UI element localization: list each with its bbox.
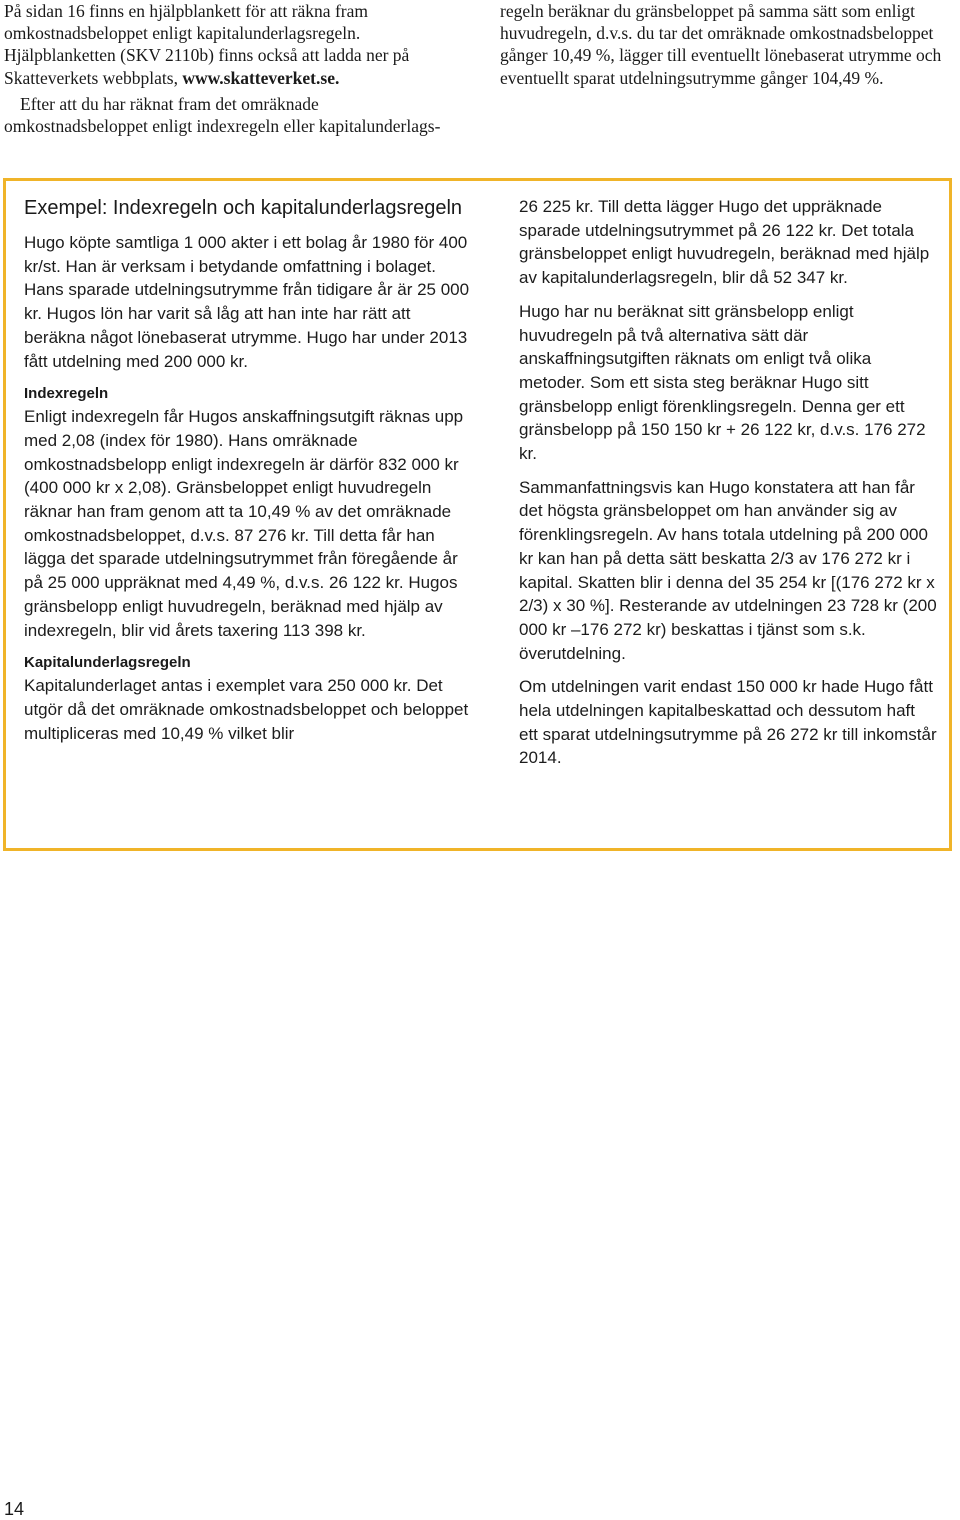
example-box: [3, 178, 952, 851]
example-right-paragraph-1: 26 225 kr. Till detta lägger Hugo det uppräknade sparade utdelningsutrymmet på 26 122 kr. Det totala gränsbeloppet enligt huvudregeln, beräknad med hjälp av kapitalunderlagsregeln, blir då 52 347 kr.: [519, 197, 930, 288]
example-right-column: [519, 195, 937, 780]
intro-paragraph-3: regeln beräknar du gränsbeloppet på samma sätt som enligt huvudregeln, d.v.s. du tar det omräknade omkostnadsbeloppet gånger 10,49 %, lägger till eventuellt lönebaserat utrymme och eventuellt sparat utdelningsutrymme gånger 104,49 %.: [500, 1, 942, 88]
intro-right-column: [500, 0, 950, 89]
intro-paragraph-1-text: På sidan 16 finns en hjälpblankett för att räkna fram omkostnadsbeloppet enligt kapitalunderlagsregeln. Hjälpblanketten (SKV 2110b) finns också att ladda ner på Skatteverkets webbplats,: [4, 1, 410, 88]
indexregeln-heading: Indexregeln: [24, 385, 109, 403]
intro-paragraph-1: [4, 0, 456, 89]
example-title: Exempel: Indexregeln och kapitalunderlagsregeln: [24, 197, 463, 219]
example-right-paragraph-4: Om utdelningen varit endast 150 000 kr hade Hugo fått hela utdelningen kapitalbeskattad och dessutom haft ett sparat utdelningsutrymme på 26 272 kr till inkomstår 2014.: [519, 677, 937, 768]
example-right-paragraph-3: Sammanfattningsvis kan Hugo konstatera att han får det högsta gränsbeloppet om han använder sig av förenklingsregeln. Av hans totala utdelning på 200 000 kr kan han på detta sätt beskatta 2/3 av 176 272 kr i kapital. Skatten blir i denna del 35 254 kr [(176 272 kr x 2/3) x 30 %]. Resterande av utdelningen 23 728 kr (200 000 kr –176 272 kr) beskattas i tjänst som s.k. överutdelning.: [519, 477, 937, 663]
indexregeln-paragraph: Enligt indexregeln får Hugos anskaffningsutgift räknas upp med 2,08 (index för 1980). Hans omräknade omkostnadsbelopp enligt indexregeln är därför 832 000 kr (400 000 kr x 2,08). Gränsbeloppet enligt huvudregeln räknar han fram genom att ta 10,49 % av det omräknade omkostnadsbeloppet, d.v.s. 87 276 kr. Till detta får han lägga det sparade utdelningsutrymmet från föregående år på 25 000 uppräknat med 4,49 %, d.v.s. 26 122 kr. Hugos gränsbelopp enligt huvudregeln, beräknad med hjälp av indexregeln, blir vid årets taxering 113 398 kr.: [24, 407, 464, 640]
intro-left-column: [4, 0, 456, 137]
example-intro-paragraph: Hugo köpte samtliga 1 000 akter i ett bolag år 1980 för 400 kr/st. Han är verksam i betydande omfattning i bolaget. Hans sparade utdelningsutrymme från tidigare år är 25 000 kr. Hugos lön har varit så låg att han inte har rätt att beräkna något lönebaserat utrymme. Hugo har under 2013 fått utdelning med 200 000 kr.: [24, 233, 470, 371]
example-right-paragraph-2: Hugo har nu beräknat sitt gränsbelopp enligt huvudregeln på två alternativa sätt där anskaffningsutgiften räknats om enligt två olika metoder. Som ett sista steg beräknar Hugo sitt gränsbelopp enligt förenklingsregeln. Denna ger ett gränsbelopp på 150 150 kr + 26 122 kr, d.v.s. 176 272 kr.: [519, 301, 926, 464]
kapitalunderlagsregeln-paragraph: Kapitalunderlaget antas i exemplet vara 250 000 kr. Det utgör då det omräknade omkostnadsbeloppet och beloppet multipliceras med 10,49 % vilket blir: [24, 676, 469, 743]
page-number: 14: [4, 1499, 25, 1519]
skatteverket-link[interactable]: www.skatteverket.se.: [182, 67, 340, 88]
kapitalunderlagsregeln-heading: Kapitalunderlagsregeln: [24, 654, 191, 672]
intro-paragraph-2: Efter att du har räknat fram det omräknade omkostnadsbeloppet enligt indexregeln eller kapitalunderlags-: [4, 93, 441, 137]
example-left-column: [24, 195, 476, 755]
